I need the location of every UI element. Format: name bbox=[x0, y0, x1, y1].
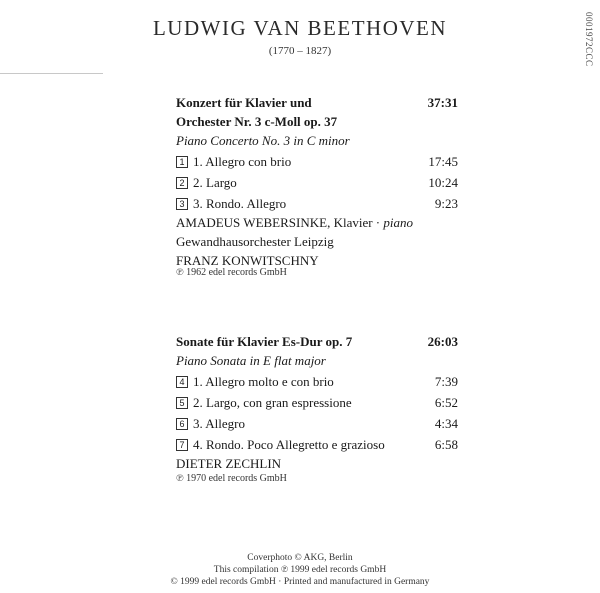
copyright-concerto: ℗ 1962 edel records GmbH bbox=[176, 267, 287, 278]
track-title: 1. Allegro molto e con brio bbox=[193, 374, 334, 389]
soloist-role: piano bbox=[383, 215, 414, 230]
catalog-code: 0001972CCC bbox=[584, 12, 594, 67]
work-title: Sonate für Klavier Es-Dur op. 7 bbox=[176, 334, 353, 349]
divider-line bbox=[0, 73, 103, 74]
track-row bbox=[176, 414, 458, 433]
track-number-box: 1 bbox=[176, 156, 188, 168]
footer-copyright: © 1999 edel records GmbH · Printed and manufactured in Germany bbox=[170, 577, 430, 587]
track-number-box: 7 bbox=[176, 439, 188, 451]
work-total-time: 26:03 bbox=[427, 334, 458, 349]
track-number-box: 6 bbox=[176, 418, 188, 430]
track-title: 2. Largo bbox=[193, 175, 237, 190]
work-title bbox=[176, 93, 396, 131]
track-time: 4:34 bbox=[434, 416, 458, 431]
track-title: 3. Allegro bbox=[193, 416, 245, 431]
track-number-box: 4 bbox=[176, 376, 188, 388]
track-time: 9:23 bbox=[434, 196, 458, 211]
performer-soloist bbox=[176, 213, 458, 232]
footer-credits bbox=[0, 552, 600, 588]
work-concerto bbox=[176, 93, 458, 270]
performer-soloist: DIETER ZECHLIN bbox=[176, 456, 282, 471]
soloist-name: AMADEUS WEBERSINKE, Klavier · bbox=[176, 215, 384, 230]
composer-name: LUDWIG VAN BEETHOVEN bbox=[152, 16, 448, 40]
work-title-line2: Orchester Nr. 3 c-Moll op. 37 bbox=[176, 114, 338, 129]
work-english-title: Piano Concerto No. 3 in C minor bbox=[176, 133, 350, 148]
track-time: 17:45 bbox=[428, 154, 458, 169]
track-time: 6:58 bbox=[434, 437, 458, 452]
track-number-box: 5 bbox=[176, 397, 188, 409]
work-sonata bbox=[176, 332, 458, 473]
track-number-box: 2 bbox=[176, 177, 188, 189]
performer-conductor: FRANZ KONWITSCHNY bbox=[176, 253, 319, 268]
track-time: 7:39 bbox=[434, 374, 458, 389]
track-time: 10:24 bbox=[428, 175, 458, 190]
footer-coverphoto: Coverphoto © AKG, Berlin bbox=[247, 553, 353, 563]
work-title-row bbox=[176, 93, 458, 131]
track-title: 2. Largo, con gran espressione bbox=[193, 395, 352, 410]
track-title: 4. Rondo. Poco Allegretto e grazioso bbox=[193, 437, 385, 452]
track-time: 6:52 bbox=[434, 395, 458, 410]
track-row bbox=[176, 173, 458, 192]
work-total-time: 37:31 bbox=[427, 95, 458, 110]
work-english-title: Piano Sonata in E flat major bbox=[176, 353, 326, 368]
work-title-row bbox=[176, 332, 458, 351]
track-row bbox=[176, 372, 458, 391]
track-title: 3. Rondo. Allegro bbox=[193, 196, 287, 211]
track-title: 1. Allegro con brio bbox=[193, 154, 292, 169]
track-row bbox=[176, 435, 458, 454]
footer-compilation: This compilation ℗ 1999 edel records GmbH bbox=[213, 565, 387, 575]
copyright-sonata: ℗ 1970 edel records GmbH bbox=[176, 473, 287, 484]
track-row bbox=[176, 194, 458, 213]
track-row bbox=[176, 152, 458, 171]
track-number-box: 3 bbox=[176, 198, 188, 210]
track-row bbox=[176, 393, 458, 412]
performer-orchestra: Gewandhausorchester Leipzig bbox=[176, 234, 334, 249]
work-title-line1: Konzert für Klavier und bbox=[176, 95, 312, 110]
composer-dates: (1770 – 1827) bbox=[268, 45, 332, 57]
